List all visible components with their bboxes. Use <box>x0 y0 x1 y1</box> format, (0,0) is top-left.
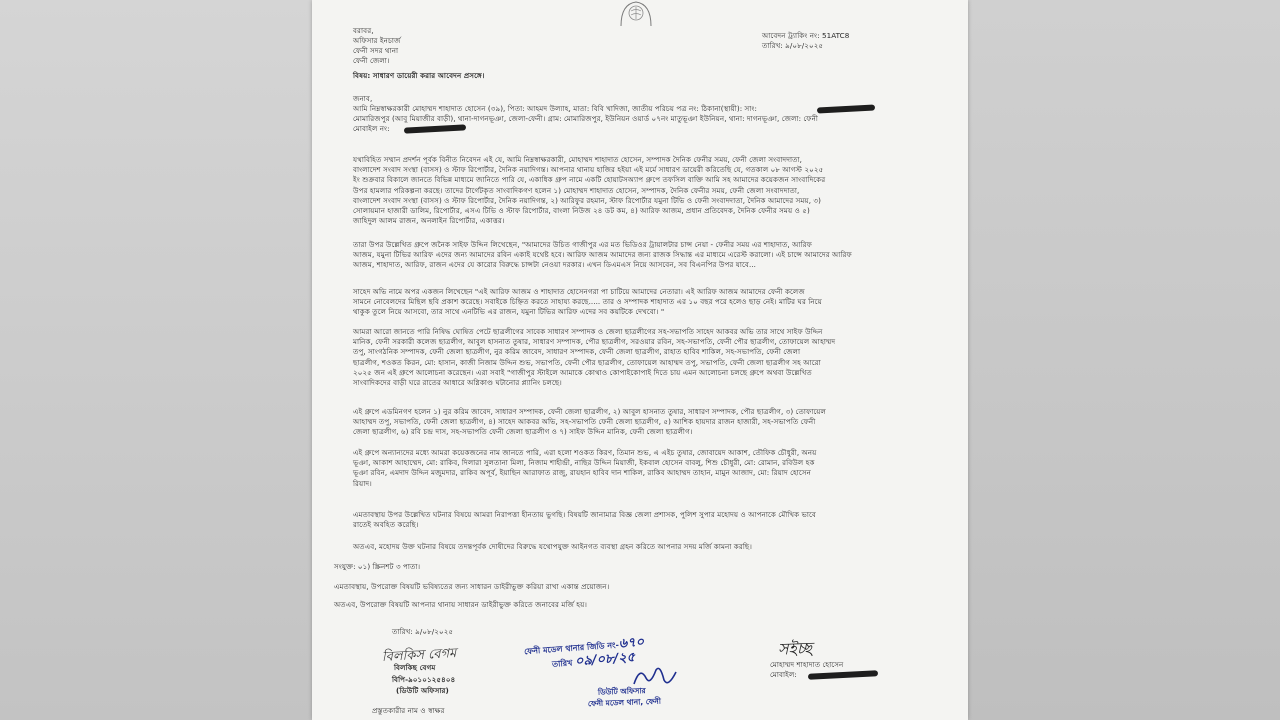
duty-officer-bp: বিপি-৯০১০১২৫৪০৪ <box>392 675 456 684</box>
paragraph-line: আজম, যমুনা টিভির আরিফ এদের জন্য আমাদের রবিন একাই যথেষ্ট হবে। আরিফ আজম আমাদের জন্য রাজক সিদ্ধান্ত এর মাধ্যমে এরেস্ট করালো। এই চান্সে আমাদের আরিফ <box>353 250 852 260</box>
duty-officer-date: তারিখ: ৯/০৮/২০২৫ <box>392 627 454 636</box>
applicant-line: আমি নিম্নস্বাক্ষরকারী মোহাম্মদ শাহাদাত হোসেন (৩৯), পিতা: আহমদ উল্যাহ, মাতা: বিবি খাদিজা, জাতীয় পরিচয় পত্র নং: ঠিকানা(স্থায়ী): সাং: <box>353 104 757 113</box>
paragraph-line: জাহিদুল আলম রাজন, অনলাইন রিপোর্টার, একাত্তর। <box>353 216 505 226</box>
preparer-caption: প্রস্তুতকারীর নাম ও স্বাক্ষর <box>372 706 445 715</box>
paragraph-line: ভূঞা রবিন, এমদাদ উদ্দিন মজুমদার, রাকিব অপূর্ব, ইয়াছিন আরাফাত রাজু, রায়হান হাবিব দান শাকিল, রাকিব আহাম্মদ তাহান, মামুন আজাদ, মো: রিয়াদ হোসেন <box>353 468 811 478</box>
paragraph-line: এমতাবস্থায় উপর উল্লেখিত ঘটনার বিষয়ে আমরা নিরাপত্তা হীনতায় ভুগছি। বিষয়টি জানামাত্র বিজ্ঞ জেলা প্রশাসক, পুলিশ সুপার মহোদয় ও আপনাকে মৌখিক ভাবে <box>353 510 816 519</box>
recipient-line: ফেনী সদর থানা <box>353 46 399 55</box>
enclosure-note: সংযুক্ত: ০১) স্ক্রিনশট ৩ পাতা। <box>334 562 421 571</box>
gd-label: ফেনী মডেল থানার জিডি নং- <box>523 640 620 657</box>
applicant-line: মোমারিজপুর (আবু মিয়াজীর বাড়ী), থানা-দাগনভূঞা, জেলা-ফেনী। গ্রাম: মোমারিজপুর, ইউনিয়ন ওয়ার্ড ০৭নং মাতুভূঞা ইউনিয়ন, থানা: দাগনভূঞা, জেলা: ফেনী <box>353 114 819 123</box>
officer-stamp-line: ডিউটি অফিসার <box>597 686 646 697</box>
paragraph-line: বাংলাদেশ সংবাদ সংস্থা (বাসস) ও স্টাফ রিপোর্টার, দৈনিক নয়াদিগন্ত। আপনার থানায় হাজির হইয়া এই মর্মে সাধারণ ডায়েরী করিতেছি যে, গতকাল ০৮ আগস্ট ২০২৫ <box>353 165 824 175</box>
paragraph-line: আহাম্মদ তপু, সভাপতি, ফেনী জেলা ছাত্রলীগ, ৪) সাহেদ আকবর অভি, সহ-সভাপতি ফেনী জেলা ছাত্রলীগ, ৫) আশিক হায়দার রাজন হাজারী, সহ-সভাপতি ফেনী <box>353 417 816 427</box>
paragraph-line: সোলায়মান হাজারী ডালিম, রিপোর্টার, এসএ টিভি ও স্টাফ রিপোর্টার, বাংলা নিউজ ২৪ ডট কম, ৪) আরিফ আজম, প্রধান প্রতিবেদক, দৈনিক ফেনীর সময় ও ৫) <box>353 206 810 215</box>
paragraph-line: বাংলাদেশ সংবাদ সংস্থা (বাসস) ও স্টাফ রিপোর্টার, দৈনিক নয়াদিগন্ত, ২) আরিফুর রহমান, স্টাফ রিপোর্টার যমুনা টিভি ও ফেনী সংবাদদাতা, দৈনিক আমাদের সময়, ৩) <box>353 195 821 205</box>
government-seal-icon <box>617 0 655 26</box>
paragraph-line: সাহেদ অভি নামে অপর একজন লিখেছেন "এই আরিফ আজম ও শাহাদাত হোসেনগরা পা চাটিয়ে আমাদের নেতারা। এই আরিফ আজম আমাদের ফেনী কলেজ <box>353 287 805 296</box>
redaction-bar <box>808 670 878 680</box>
paragraph-line: যথাবিহিত সম্মান প্রদর্শন পূর্বক বিনীত নিবেদন এই যে, আমি নিম্নস্বাক্ষরকারী, মোহাম্মদ শাহাদাত হোসেন, সম্পাদক দৈনিক ফেনীর সময়, ফেনী জেলা সংবাদদাতা, <box>353 155 802 164</box>
tracking-date: তারিখ: ৯/০৮/২০২৫ <box>762 41 824 50</box>
paragraph-line: ছাত্রলীগ, শওকত কিরন, মো: হাসান, কাজী নিজাম উদ্দিন শুভ, সভাপতি, ফেনী পৌর ছাত্রলীগ, তোফায়েল আহাম্মদ তপু, সভাপতি, ফেনী জেলা ছাত্রলীগ সহ আরো <box>353 357 821 367</box>
paragraph-line: এই গ্রুপে এডমিনগণ হলেন ১) নুর করিম জাবেদ, সাধারণ সম্পাদক, ফেনী জেলা ছাত্রলীগ, ২) আবুল হাসনাত তুষার, সাধারণ সম্পাদক, পৌর ছাত্রলীগ, ৩) তোফায়েল <box>353 407 826 416</box>
closing-line: এমতাবস্থায়, উপরোক্ত বিষয়টি ভবিষ্যতের জন্য সাধারন ডাইরীভুক্ত করিয়া রাখা একান্ত প্রয়োজন। <box>334 582 610 591</box>
paragraph-line: উপর হামলার পরিকল্পনা করছে। তাদের টার্গেটকৃত সাংবাদিকগণ হলেন ১) মোহাম্মদ শাহাদাত হোসেন, সম্পাদক, দৈনিক ফেনীর সময়, ফেনী জেলা সংবাদদাতা, <box>353 185 800 195</box>
closing-line: অতএব, উপরোক্ত বিষয়টি আপনার থানায় সাধারন ডাইরীভুক্ত করিতে জনাবের মর্জি হয়। <box>334 600 587 609</box>
applicant-signature: সইচ্ছ <box>777 638 813 659</box>
tracking-number: আবেদন ট্র্যাকিং নং: 51ATC8 <box>762 31 850 40</box>
paragraph-line: আমরা আরো জানতে পারি নিষিদ্ধ ঘোষিত পেটে ছাত্রলীগের সাবেক সাধারণ সম্পাদক ও জেলা ছাত্রলীগের সহ-সভাপতি সাহেদ আকবর অভি তার সাথে সাইফ উদ্দিন <box>353 327 823 336</box>
background-left <box>0 0 312 720</box>
gd-date-value: ০৯/০৮/২৫ <box>574 650 636 670</box>
paragraph-line: জেলা ছাত্রলীগ, ৬) রবি চন্দ্র দাস, সহ-সভাপতি ফেনী জেলা ছাত্রলীগ ও ৭) সাইফ উদ্দিন মানিক, ফেনী জেলা ছাত্রলীগ। <box>353 427 693 437</box>
paragraph-line: মানিক, ফেনী সরকারী কলেজ ছাত্রলীগ, আবুল হাসনাত তুষার, সাধারণ সম্পাদক, পৌর ছাত্রলীগ, সরওয়ার রবিন, সহ-সভাপতি, ফেনী পৌর ছাত্রলীগ, তোফায়েল আহাম্মদ <box>353 337 836 347</box>
gd-date-stamp <box>551 648 635 675</box>
background-right <box>968 0 1280 720</box>
applicant-name: মোহাম্মদ শাহাদাত হোসেন <box>770 660 844 669</box>
duty-officer-signature: বিলকিস বেগম <box>381 646 457 665</box>
recipient-line: অফিসার ইনচার্জ <box>353 36 401 45</box>
paragraph-line: রাতেই অবহিত করেছি। <box>353 520 419 530</box>
paragraph-line: তারা উপর উল্লেখিত গ্রুপে জনৈক সাইফ উদ্দিন লিখেছেন, "আমাদের উচিত গাজীপুর এর মত ভিডিওর ট্রায়ালটার চান্স নেয়া - ফেনীর সময় এর শাহাদাত, আরিফ <box>353 240 812 249</box>
gd-number: ৬৭০ <box>618 634 645 652</box>
redaction-bar <box>404 124 466 133</box>
paragraph-line: তপু, সাংগঠনিক সম্পাদক, ফেনী জেলা ছাত্রলীগ, নুর করিম জাবেদ, সাধারণ সম্পাদক, ফেনী জেলা ছাত্রলীগ, রাহাত হাবিব শাকিল, সহ-সভাপতি, ফেনী জেলা <box>353 347 801 357</box>
redaction-bar <box>817 104 875 113</box>
paragraph-line: অতএব, মহোদয় উক্ত ঘটনার বিষয়ে তদন্তপূর্বক দোষীদের বিরুদ্ধে যথোপযুক্ত আইনগত ব্যবস্থা গ্রহন করিতে আপনার সদয় মর্জি কামনা করছি। <box>353 542 752 551</box>
paragraph-line: এই গ্রুপে অন্যান্যদের মধ্যে আমরা কয়েকজনের নাম জানতে পারি, এরা হলো শওকত কিরণ, তিমান শুভ, এ এইচ তুষার, জোবায়েদ আকাশ, তৌফিক চৌধুরী, অনয় <box>353 448 817 457</box>
paragraph-line: ২০২৫ জন এই গ্রুপে আলোচনা করেছেন। এরা সবাই "গাজীপুর স্টাইলে আমাকে কোথাও কোপাইকোপাই দিতে চায় এমন আলোচনা চলছে গ্রুপে অথবা উল্লেখিত <box>353 367 812 377</box>
subject-line: বিষয়: সাধারণ ডায়েরী করার আবেদন প্রসঙ্গে। <box>353 71 485 80</box>
paragraph-line: থাকুক তুলে নিয়ে আসবো, তার সাথে এনটিভি এর রাজন, যমুনা টিভির আরিফ এদের সব কয়টিকে দেখবো। " <box>353 307 665 317</box>
salutation: জনাব, <box>353 94 373 103</box>
paragraph-line: ভূঞা, আকাশ আহাম্মেদ, মো: রাকিব, দিলারা সুলতানা মিলা, নিজাম শাহীন্দ্রী, নাছির উদ্দিন মিয়াজী, ইকবাল হোসেন বাবলু, শিশু চৌধুরী, মো: রোমান, রবিউল হক <box>353 458 815 468</box>
applicant-line: মোবাইল নং: <box>353 124 390 133</box>
gd-date-label: তারিখ <box>551 658 573 669</box>
paragraph-line: সামনে নোবেলদের মিছিল ছবি প্রকাশ করেছে। সবাইকে চিহ্নিত করতে সাহায্য করছে..... তার ও সম্পাদক শাহাদাত এর ১০ বছর পরে হলেও ছাড় নেই। মাটির ঘর নিয়ে <box>353 297 822 307</box>
paragraph-line: সাংবাদিকদের বাড়ী ঘরে রাতের আধারে অগ্নিকাণ্ড ঘটানোর প্ল্যানিং চলছে। <box>353 378 562 387</box>
applicant-mobile-label: মোবাইল: <box>770 670 797 679</box>
paragraph-line: রিয়াদ। <box>353 478 372 488</box>
paragraph-line: ইং শুক্রবার বিকালে জানতে বিভিন্ন মাধ্যমে জানিতে পারি যে, একাধিক গ্রুপ নামে একটি হোয়াটসঅ্যাপ গ্রুপে তফসিল বাক্তি আমি সহ আমাদের কয়েকজন সাংবাদিকের <box>353 175 826 185</box>
duty-officer-title: (ডিউটি অফিসার) <box>396 686 449 695</box>
recipient-line: ফেনী জেলা। <box>353 56 390 65</box>
duty-officer-name: বিলকিছ বেগম <box>394 663 436 672</box>
officer-stamp-line: ফেনী মডেল থানা, ফেনী <box>587 696 662 709</box>
paragraph-line: আজম, শাহাদাত, আরিফ, রাজন এদের যে কারোর বিরুদ্ধে চান্সটা নেওয়া দরকার। এখন ডিএমএস নিয়ে আসবেন, সব বিএনপির উপর যাবে... <box>353 260 756 270</box>
document-page <box>312 0 968 720</box>
recipient-line: বরাবর, <box>353 26 374 35</box>
